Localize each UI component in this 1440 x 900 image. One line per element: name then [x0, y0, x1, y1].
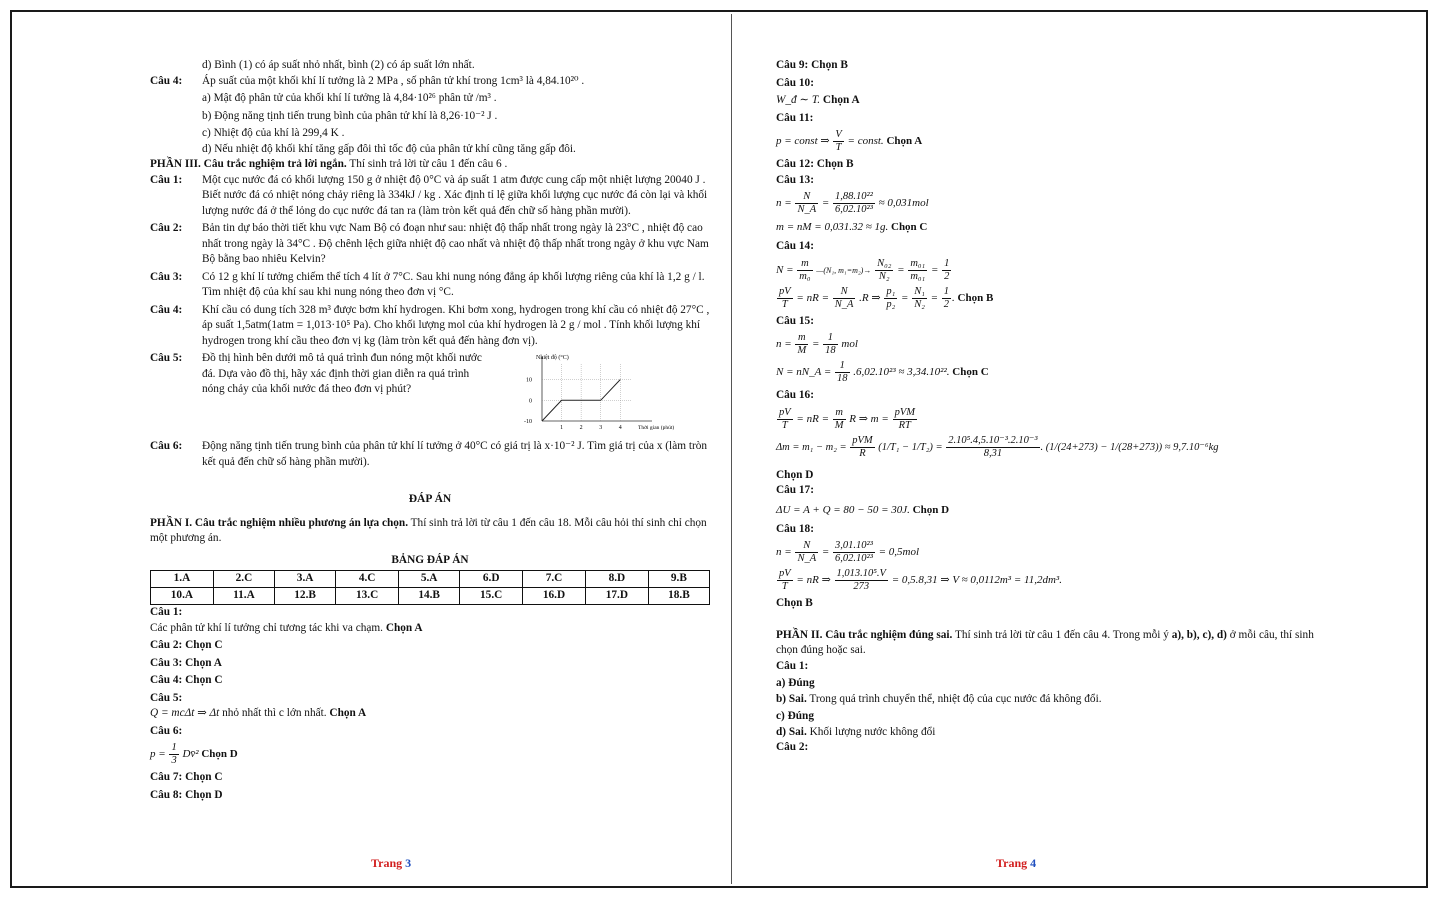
answer-title: ĐÁP ÁN — [408, 493, 452, 505]
sol-q16-label: Câu 16: — [776, 389, 814, 401]
part3-heading: PHẦN III. Câu trắc nghiệm trả lời ngắn. Thí sinh trả lời từ câu 1 đến câu 6 . — [150, 158, 508, 170]
sol-q8: Câu 8: Chọn D — [150, 788, 223, 801]
part3-question-2: Câu 2: Bản tin dự báo thời tiết khu vực Nam Bộ có đoạn như sau: nhiệt độ thấp nhất trong ngày là 23°C , nhiệt độ cao nhất trong ngày là 34°C . Độ chênh lệch giữa nhiệt độ cao nhất và nhiệt độ thấp nhất trong ngày ở khu vực Nam Bộ bằng bao nhiêu Kelvin? — [150, 222, 709, 265]
option-d: d) Bình (1) có áp suất nhỏ nhất, bình (2) có áp suất lớn nhất. — [202, 59, 475, 71]
sol-q4: Câu 4: Chọn C — [150, 674, 223, 686]
part3-question-1: Câu 1: Một cục nước đá có khối lượng 150 g ở nhiệt độ 0°C và áp suất 1 atm được cung cấp một nhiệt lượng 20040 J . Biết nước đá có nhiệt nóng chảy riêng là 334kJ / kg . Xác định tỉ lệ giữa khối lượng cục nước đá còn lại và khối lượng nước đá ở thể lỏng do cục nước đá tan ra (làm tròn kết quả đến chữ số hàng phần mười). — [150, 173, 708, 217]
sol-q16-eq2: Δm = m₁ − m₂ = $\frac{\text{pVM}}{R}$ (1/T₁ − 1/T₂) = $\frac{\text{2.10⁵.4,5.10⁻³.2.10⁻³}}{8,31}$ . (1/(24+273) − 1/(28+273)) ≈ 9,7.10⁻⁶kg — [776, 434, 1219, 459]
page-number-4: Trang 4 — [996, 856, 1037, 870]
x-tick-label: 4 — [618, 425, 622, 431]
sol-q11-label: Câu 11: — [776, 111, 814, 124]
sol-q18-eq1: n = $\frac{N}{N\_A}$ = $\frac{\text{3,01.10²³}}{\text{6,02.10²³}}$ = 0,5mol — [776, 540, 920, 564]
sol-q18-eq2: $\frac{pV}{T}$ = nR ⇒ $\frac{\text{1,013.10⁵.V}}{273}$ = 0,5.8,31 ⇒ V ≈ 0,0112m³ = 11,2dm³. — [779, 568, 1062, 592]
sol-q15-label: Câu 15: — [776, 314, 814, 327]
sol-q13-label: Câu 13: — [776, 173, 814, 186]
y-tick-label: 0 — [529, 398, 532, 405]
x-axis-label: Thời gian (phút) — [638, 425, 675, 431]
sol-q1: Các phân tử khí lí tưởng chỉ tương tác khi va chạm. Chọn A — [150, 621, 423, 634]
sol-q1-label: Câu 1: — [150, 606, 183, 618]
sol-q17: ΔU = A + Q = 80 − 50 = 30J. Chọn D — [776, 503, 950, 516]
sol-q18-choice: Chọn B — [776, 597, 813, 609]
page-number-3: Trang 3 — [371, 856, 412, 870]
sol-q14-label: Câu 14: — [776, 240, 814, 252]
y-tick-label: -10 — [524, 419, 532, 425]
sol-q18-label: Câu 18: — [776, 522, 814, 535]
x-tick-label: 1 — [560, 425, 564, 431]
x-tick-label: 3 — [599, 425, 603, 431]
part2-q1-b: b) Sai. Trong quá trình chuyển thể, nhiệt độ của cục nước đá không đổi. — [776, 692, 1102, 705]
sol-q10-label: Câu 10: — [776, 76, 814, 89]
part2-q1-d: d) Sai. Khối lượng nước không đổi — [776, 725, 936, 738]
sol-q17-label: Câu 17: — [776, 484, 814, 496]
y-tick-label: 10 — [526, 377, 532, 384]
answer-table — [150, 570, 710, 605]
sol-q13-eq1: n = $\frac{N}{N\_A}$ = $\frac{\text{1,88.10²²}}{\text{6,02.10²³}}$ ≈ 0,031mol — [776, 191, 929, 215]
part2-q1-c: c) Đúng — [776, 710, 814, 722]
sol-q11: p = const ⇒ $\frac{V}{T}$ = const. Chọn A — [776, 129, 923, 153]
sol-q6: p = $\frac{1}{3}$ Dv̄² Chọn D — [150, 742, 238, 766]
sol-q6-label: Câu 6: — [150, 724, 183, 737]
sol-q16-choice: Chọn D — [776, 468, 814, 481]
page-4 — [776, 58, 1336, 756]
heating-chart — [502, 351, 692, 433]
table-row: 10.A 11.A 12.B 13.C 14.B 15.C 16.D 17.D 18.B — [151, 588, 710, 605]
part2-q2-label: Câu 2: — [776, 741, 809, 753]
sol-q13-eq2: m = nM = 0,031.32 ≈ 1g. Chọn C — [776, 221, 928, 233]
sol-q12: Câu 12: Chọn B — [776, 158, 854, 170]
part3-question-6: Câu 6: Động năng tịnh tiến trung bình của phân tử khí lí tưởng ở 40°C có giá trị là x·10⁻² J. Tìm giá trị của x (làm tròn kết quả đến chữ số hàng phần mười). — [150, 440, 708, 468]
q4-option-a: a) Mật độ phân tử của khối khí lí tưởng là 4,84·10²⁶ phân tử /m³ . — [202, 92, 497, 104]
sol-q14-eq1: N = $\frac{m}{\text{m₀}}$ —(N₁, m₁=m₂)→ $\frac{\text{N₀₂}}{\text{N₂}}$ = $\frac{\text{m₀₁}}{\text{m₀₁}}$ = $\frac{1}{2}$ — [776, 257, 950, 282]
page-divider — [731, 14, 732, 884]
table-row: 1.A 2.C 3.A 4.C 5.A 6.D 7.C 8.D 9.B — [151, 571, 710, 588]
sol-q9: Câu 9: Chọn B — [776, 59, 848, 71]
page-3 — [150, 58, 710, 803]
sol-q15-eq1: n = $\frac{m}{M}$ = $\frac{1}{18}$ mol — [776, 332, 858, 356]
q4-option-b: b) Động năng tịnh tiến trung bình của phân tử khí là 8,26·10⁻² J . — [202, 109, 498, 122]
part1-heading: PHẦN I. Câu trắc nghiệm nhiều phương án lựa chọn. Thí sinh trả lời từ câu 1 đến câu 18. Mỗi câu hỏi thí sinh chỉ chọn một phương án. — [150, 516, 707, 544]
sol-q7: Câu 7: Chọn C — [150, 771, 223, 783]
y-axis-label: Nhiệt độ (°C) — [536, 355, 569, 361]
part3-question-4: Câu 4: Khí cầu có dung tích 328 m³ được bơm khí hydrogen. Khi bơm xong, hydrogen trong khí cầu có nhiệt độ 27°C , áp suất 1,5atm(1atm = 1,013·10⁵ Pa). Cho khối lượng mol của khí hydrogen là 2 g / mol . Tính khối lượng khí hydrogen trong khí cầu theo đơn vị kg (làm tròn kết quả đến hàng đơn vị). — [150, 303, 710, 347]
q4-option-c: c) Nhiệt độ của khí là 299,4 K . — [202, 127, 345, 139]
sol-q14-eq2: $\frac{pV}{T}$ = nR = $\frac{N}{N\_A}$ .R ⇒ $\frac{\text{p₁}}{\text{p₂}}$ = $\frac{\text{N₁}}{\text{N₂}}$ = $\frac{1}{2}$ . Chọn B — [779, 285, 994, 310]
sol-q5-label: Câu 5: — [150, 691, 183, 704]
sol-q5: Q = mcΔt ⇒ Δt nhỏ nhất thì c lớn nhất. Chọn A — [150, 707, 367, 719]
sol-q16-eq1: $\frac{pV}{T}$ = nR = $\frac{m}{M}$ R ⇒ m = $\frac{\text{pVM}}{RT}$ — [779, 406, 915, 431]
sol-q2: Câu 2: Chọn C — [150, 639, 223, 651]
x-tick-label: 2 — [579, 425, 583, 431]
part2-q1-label: Câu 1: — [776, 659, 809, 672]
sol-q15-eq2: N = nN_A = $\frac{1}{18}$ .6,02.10²³ ≈ 3,34.10²². Chọn C — [776, 360, 989, 384]
sol-q10: W_đ ∼ T. Chọn A — [776, 94, 860, 106]
q4-option-d: d) Nếu nhiệt độ khối khí tăng gấp đôi thì tốc độ của phân tử khí cũng tăng gấp đôi. — [202, 142, 576, 155]
part3-question-5: Câu 5: Đồ thị hình bên dưới mô tả quá trình đun nóng một khối nước đá. Dựa vào đồ thị, hãy xác định thời gian diễn ra quá trình nóng chảy của khối nước đá theo đơn vị phút? Nhiệt độ (°C) Thời gian (phút) -10 0 10 1 2 3 4 — [150, 351, 710, 433]
sol-q3: Câu 3: Chọn A — [150, 656, 222, 669]
part2-q1-a: a) Đúng — [776, 677, 815, 689]
part3-question-3: Câu 3: Có 12 g khí lí tưởng chiếm thể tích 4 lít ở 7°C. Sau khi nung nóng đẳng áp khối lượng riêng của khí là 1,2 g / l. Tìm nhiệt độ của khí sau khi nung nóng theo đơn vị °C. — [150, 270, 705, 298]
question-4: Câu 4: Áp suất của một khối khí lí tưởng là 2 MPa , số phân tử khí trong 1cm³ là 4,84.10²⁰ . — [150, 74, 585, 87]
part2-heading: PHẦN II. Câu trắc nghiệm đúng sai. Thí sinh trả lời từ câu 1 đến câu 4. Trong mỗi ý a), b), c), d) ở mỗi câu, thí sinh chọn đúng hoặc sai. — [776, 628, 1314, 656]
answer-table-title: BẢNG ĐÁP ÁN — [391, 553, 469, 566]
